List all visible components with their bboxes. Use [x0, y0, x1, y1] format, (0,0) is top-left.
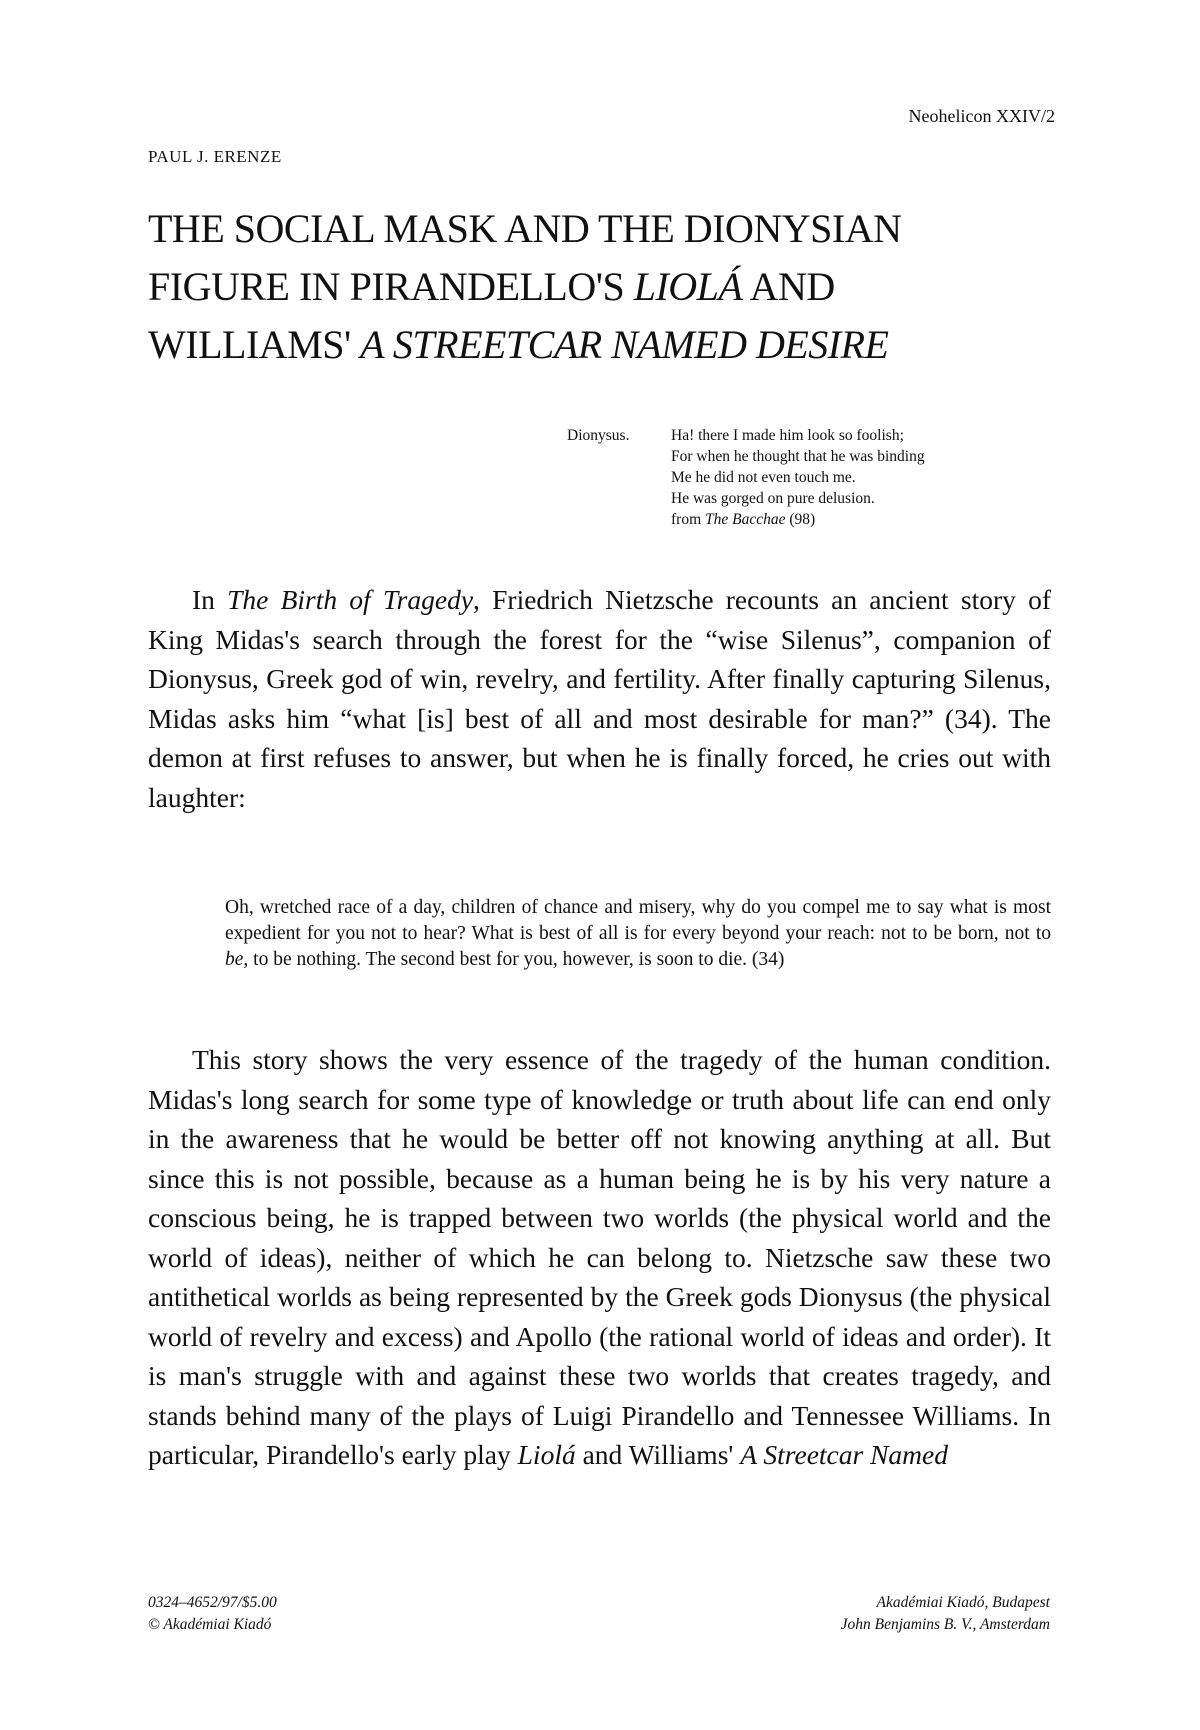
epigraph-source	[671, 509, 925, 530]
body-paragraph-1	[148, 580, 1051, 817]
para1-book-title: The Birth of Tragedy	[227, 584, 474, 615]
para2-pre: This story shows the very essence of the tragedy of the human condition. Midas's long search for some type of knowledge or truth about life can end only in the awareness that he would be better off not knowing anything at all. But since this is not possible, because as a human being he is by his very nature a conscious being, he is trapped between two worlds (the physical world and the world of ideas), neither of which he can belong to. Nietzsche saw these two antithetical worlds as being represented by the Greek gods Dionysus (the physical world of revelry and excess) and Apollo (the rational world of ideas and order). It is man's struggle with and against these two worlds that creates tragedy, and stands behind many of the plays of Luigi Pirandello and Tennessee Williams. In particular, Pirandello's early play	[148, 1044, 1051, 1470]
footer-publisher-1: Akadémiai Kiadó, Budapest	[876, 1594, 1050, 1611]
epigraph-line: Ha! there I made him look so foolish;	[671, 427, 904, 444]
footer-publisher-2: John Benjamins B. V., Amsterdam	[840, 1616, 1050, 1633]
epigraph-source-title: The Bacchae	[705, 511, 786, 528]
para1-text: , Friedrich Nietzsche recounts an ancient story of King Midas's search through the forest for the “wise Silenus”, companion of Dionysus, Greek god of win, revelry, and fertility. After finally capturing Silenus, Midas asks him “what [is] best of all and most desirable for man?” (34). The demon at first refuses to answer, but when he is finally forced, he cries out with laughter:	[148, 584, 1051, 813]
quote-pre: Oh, wretched race of a day, children of chance and misery, why do you compel me to say what is most expedient for you not to hear? What is best of all is for every beyond your reach: not to be born, not to	[225, 897, 1051, 944]
footer-right	[841, 1592, 1050, 1636]
epigraph-lines	[671, 425, 925, 530]
para2-liola: Liolá	[517, 1439, 576, 1470]
epigraph	[567, 425, 925, 530]
epigraph-source-pre: from	[671, 511, 706, 528]
footer-issn: 0324–4652/97/$5.00	[148, 1594, 277, 1611]
quote-italic: be	[225, 949, 244, 970]
para2-mid: and Williams'	[575, 1439, 741, 1470]
epigraph-source-post: (98)	[785, 511, 816, 528]
block-quote	[225, 895, 1051, 973]
title-line-2-text: FIGURE IN PIRANDELLO'S	[148, 264, 634, 309]
body-paragraph-2	[148, 1040, 1051, 1475]
title-line-2	[148, 258, 1048, 316]
epigraph-line: For when he thought that he was binding	[671, 448, 925, 465]
title-line-3	[148, 316, 1048, 374]
title-line-3-text: WILLIAMS'	[148, 322, 361, 367]
title-streetcar: A STREETCAR NAMED DESIRE	[360, 322, 889, 367]
para2-streetcar: A Streetcar Named	[740, 1439, 948, 1470]
epigraph-line: He was gorged on pure delusion.	[671, 490, 875, 507]
epigraph-line: Me he did not even touch me.	[671, 469, 856, 486]
epigraph-speaker: Dionysus.	[567, 427, 630, 444]
article-title	[148, 200, 1048, 374]
title-liola: LIOLÁ	[633, 264, 743, 309]
quote-post: , to be nothing. The second best for you, however, is soon to die. (34)	[243, 949, 785, 970]
title-line-2-end: AND	[742, 264, 835, 309]
footer-copyright: © Akadémiai Kiadó	[148, 1616, 272, 1633]
para1-pre: In	[192, 584, 228, 615]
journal-citation: Neohelicon XXIV/2	[908, 106, 1055, 126]
author-name: PAUL J. ERENZE	[148, 147, 282, 166]
title-line-1: THE SOCIAL MASK AND THE DIONYSIAN	[148, 206, 902, 251]
footer-left	[148, 1592, 277, 1636]
